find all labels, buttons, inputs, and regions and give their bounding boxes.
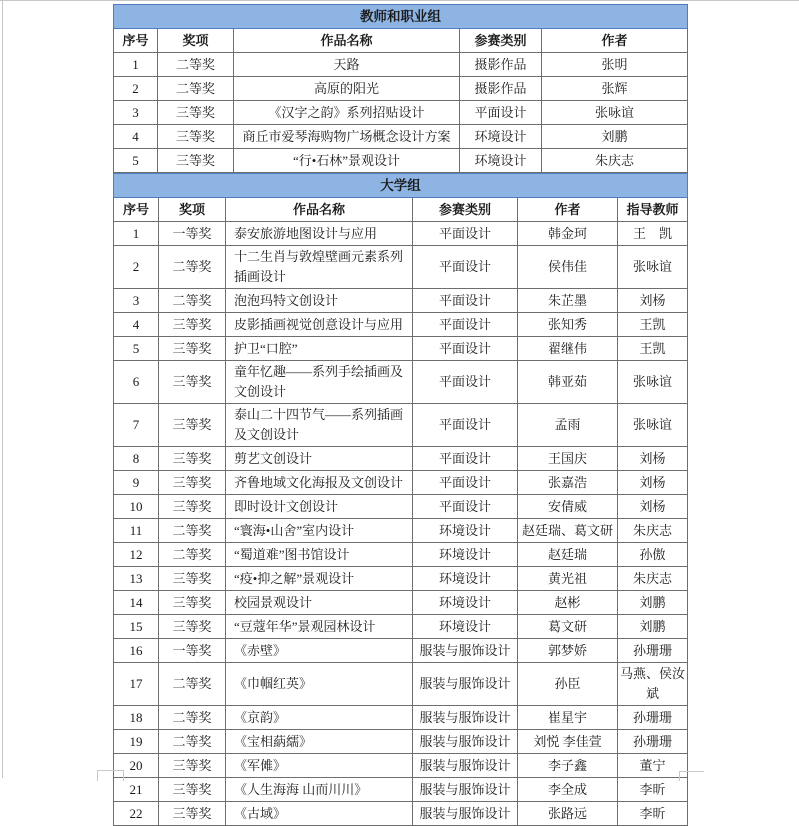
- table-row: [114, 246, 688, 289]
- column-header: 参赛类别: [460, 29, 542, 53]
- table-row: [114, 495, 688, 519]
- table-cell: 泡泡玛特文创设计: [226, 289, 413, 313]
- group-title: 教师和职业组: [114, 5, 688, 29]
- table-row: [114, 543, 688, 567]
- table-cell: 刘杨: [618, 495, 688, 519]
- table-cell: 6: [114, 361, 159, 404]
- table-cell: 护卫“口腔”: [226, 337, 413, 361]
- table-row: [114, 125, 688, 149]
- group-title-row: [114, 5, 688, 29]
- table-cell: 王 凯: [618, 222, 688, 246]
- table-cell: 张知秀: [518, 313, 618, 337]
- column-header: 序号: [114, 198, 159, 222]
- table-cell: 二等奖: [159, 519, 226, 543]
- table-cell: “豆蔻年华”景观园林设计: [226, 615, 413, 639]
- table-cell: 17: [114, 663, 159, 706]
- table-cell: 李昕: [618, 778, 688, 802]
- table-cell: 皮影插画视觉创意设计与应用: [226, 313, 413, 337]
- table-cell: “行•石林”景观设计: [234, 149, 460, 173]
- table-cell: 三等奖: [159, 615, 226, 639]
- table-cell: 摄影作品: [460, 77, 542, 101]
- table-row: [114, 101, 688, 125]
- table-cell: 平面设计: [413, 495, 518, 519]
- table-cell: 高原的阳光: [234, 77, 460, 101]
- table-cell: 14: [114, 591, 159, 615]
- table-cell: 9: [114, 471, 159, 495]
- table-cell: 孙臣: [518, 663, 618, 706]
- table-cell: 平面设计: [460, 101, 542, 125]
- table-cell: 环境设计: [413, 615, 518, 639]
- table-cell: 平面设计: [413, 246, 518, 289]
- table-cell: 张咏谊: [542, 101, 688, 125]
- table-cell: 孙傲: [618, 543, 688, 567]
- table-cell: 韩金珂: [518, 222, 618, 246]
- table-cell: 4: [114, 125, 158, 149]
- table-cell: 李昕: [618, 802, 688, 826]
- table-row: [114, 53, 688, 77]
- table-row: [114, 639, 688, 663]
- table-body: [114, 222, 688, 826]
- table-cell: 即时设计文创设计: [226, 495, 413, 519]
- table-cell: 服装与服饰设计: [413, 663, 518, 706]
- table-cell: 5: [114, 337, 159, 361]
- table-cell: 13: [114, 567, 159, 591]
- table-cell: 二等奖: [159, 246, 226, 289]
- table-cell: 摄影作品: [460, 53, 542, 77]
- table-cell: 孙珊珊: [618, 730, 688, 754]
- table-cell: 三等奖: [159, 778, 226, 802]
- table-row: [114, 337, 688, 361]
- table-cell: 王凯: [618, 337, 688, 361]
- page-margin-marker-right: [679, 771, 704, 781]
- column-header-row: [114, 198, 688, 222]
- table-row: [114, 730, 688, 754]
- table-row: [114, 778, 688, 802]
- table-cell: 平面设计: [413, 337, 518, 361]
- table-cell: “寰海•山舍”室内设计: [226, 519, 413, 543]
- table-cell: 环境设计: [460, 149, 542, 173]
- table-cell: 一等奖: [159, 222, 226, 246]
- table-cell: 张嘉浩: [518, 471, 618, 495]
- table-cell: 朱庆志: [618, 519, 688, 543]
- table-cell: 刘鹏: [618, 615, 688, 639]
- table-row: [114, 663, 688, 706]
- group-title: 大学组: [114, 174, 688, 198]
- table-cell: 张明: [542, 53, 688, 77]
- table-cell: 三等奖: [159, 361, 226, 404]
- table-row: [114, 567, 688, 591]
- table-cell: 二等奖: [159, 706, 226, 730]
- table-cell: 8: [114, 447, 159, 471]
- table-cell: 《军傩》: [226, 754, 413, 778]
- table-cell: 李子鑫: [518, 754, 618, 778]
- table-cell: 19: [114, 730, 159, 754]
- table-cell: 15: [114, 615, 159, 639]
- table-cell: 平面设计: [413, 447, 518, 471]
- table-cell: 二等奖: [158, 53, 234, 77]
- page-margin-marker-left: [97, 770, 124, 781]
- table-cell: 商丘市爱琴海购物广场概念设计方案: [234, 125, 460, 149]
- table-cell: 11: [114, 519, 159, 543]
- table-cell: 12: [114, 543, 159, 567]
- table-cell: 《宝相蒳繻》: [226, 730, 413, 754]
- table-cell: 20: [114, 754, 159, 778]
- table-cell: 二等奖: [159, 663, 226, 706]
- table-cell: 张咏谊: [618, 361, 688, 404]
- table-cell: 李全成: [518, 778, 618, 802]
- table-body: [114, 53, 688, 173]
- table-cell: 孙珊珊: [618, 639, 688, 663]
- table-cell: 葛文研: [518, 615, 618, 639]
- table-row: [114, 447, 688, 471]
- column-header: 作品名称: [234, 29, 460, 53]
- table-cell: 三等奖: [159, 567, 226, 591]
- table-cell: 21: [114, 778, 159, 802]
- table-cell: 4: [114, 313, 159, 337]
- table-cell: 三等奖: [158, 101, 234, 125]
- table-cell: 服装与服饰设计: [413, 730, 518, 754]
- table-cell: 16: [114, 639, 159, 663]
- table-row: [114, 802, 688, 826]
- table-cell: 韩亚茹: [518, 361, 618, 404]
- table-row: [114, 754, 688, 778]
- table-cell: 1: [114, 222, 159, 246]
- table-cell: 《京韵》: [226, 706, 413, 730]
- table-cell: 三等奖: [159, 802, 226, 826]
- table-cell: 3: [114, 289, 159, 313]
- table-cell: “蜀道难”图书馆设计: [226, 543, 413, 567]
- column-header: 作品名称: [226, 198, 413, 222]
- table-cell: 齐鲁地域文化海报及文创设计: [226, 471, 413, 495]
- table-row: [114, 222, 688, 246]
- table-cell: 孟雨: [518, 404, 618, 447]
- table-cell: 朱芷墨: [518, 289, 618, 313]
- table-cell: 10: [114, 495, 159, 519]
- university-group-table: [113, 173, 688, 826]
- table-cell: 服装与服饰设计: [413, 754, 518, 778]
- table-cell: 刘杨: [618, 289, 688, 313]
- table-cell: 赵廷瑞、葛文研: [518, 519, 618, 543]
- table-cell: 一等奖: [159, 639, 226, 663]
- table-cell: 《古域》: [226, 802, 413, 826]
- table-cell: 童年忆趣——系列手绘插画及文创设计: [226, 361, 413, 404]
- table-cell: 环境设计: [413, 591, 518, 615]
- table-cell: 校园景观设计: [226, 591, 413, 615]
- table-cell: 董宁: [618, 754, 688, 778]
- table-cell: 《人生海海 山而川川》: [226, 778, 413, 802]
- page-edge-left-line: [2, 0, 3, 778]
- table-cell: 泰山二十四节气——系列插画及文创设计: [226, 404, 413, 447]
- table-cell: 三等奖: [159, 447, 226, 471]
- table-cell: 三等奖: [158, 149, 234, 173]
- table-cell: 刘鹏: [618, 591, 688, 615]
- column-header: 指导教师: [618, 198, 688, 222]
- table-cell: 环境设计: [413, 567, 518, 591]
- table-cell: 《赤壁》: [226, 639, 413, 663]
- page-edge-top-line: [0, 0, 799, 1]
- table-cell: 三等奖: [159, 471, 226, 495]
- table-cell: 18: [114, 706, 159, 730]
- column-header: 作者: [542, 29, 688, 53]
- table-cell: “疫•抑之解”景观设计: [226, 567, 413, 591]
- table-cell: 朱庆志: [618, 567, 688, 591]
- table-row: [114, 471, 688, 495]
- table-cell: 服装与服饰设计: [413, 802, 518, 826]
- table-cell: 二等奖: [159, 543, 226, 567]
- table-cell: 平面设计: [413, 361, 518, 404]
- table-cell: 王国庆: [518, 447, 618, 471]
- table-cell: 崔星宇: [518, 706, 618, 730]
- table-cell: 翟继伟: [518, 337, 618, 361]
- table-cell: 二等奖: [159, 730, 226, 754]
- table-cell: 十二生肖与敦煌壁画元素系列插画设计: [226, 246, 413, 289]
- table-cell: 5: [114, 149, 158, 173]
- table-cell: 黄光祖: [518, 567, 618, 591]
- table-cell: 二等奖: [159, 289, 226, 313]
- table-cell: 环境设计: [460, 125, 542, 149]
- column-header: 奖项: [159, 198, 226, 222]
- table-cell: 环境设计: [413, 543, 518, 567]
- table-cell: 3: [114, 101, 158, 125]
- table-row: [114, 615, 688, 639]
- table-cell: 三等奖: [159, 337, 226, 361]
- column-header: 奖项: [158, 29, 234, 53]
- table-cell: 1: [114, 53, 158, 77]
- table-row: [114, 591, 688, 615]
- table-cell: 孙珊珊: [618, 706, 688, 730]
- table-cell: 刘悦 李佳萱: [518, 730, 618, 754]
- table-cell: 朱庆志: [542, 149, 688, 173]
- table-cell: 三等奖: [159, 754, 226, 778]
- table-row: [114, 519, 688, 543]
- table-cell: 7: [114, 404, 159, 447]
- table-cell: 三等奖: [159, 591, 226, 615]
- table-cell: 刘杨: [618, 471, 688, 495]
- table-cell: 2: [114, 246, 159, 289]
- table-row: [114, 404, 688, 447]
- column-header: 作者: [518, 198, 618, 222]
- table-cell: 侯伟佳: [518, 246, 618, 289]
- table-cell: 王凯: [618, 313, 688, 337]
- table-cell: 三等奖: [159, 495, 226, 519]
- table-row: [114, 149, 688, 173]
- column-header: 序号: [114, 29, 158, 53]
- table-cell: 张咏谊: [618, 246, 688, 289]
- table-row: [114, 77, 688, 101]
- column-header-row: [114, 29, 688, 53]
- table-cell: 服装与服饰设计: [413, 778, 518, 802]
- table-cell: 22: [114, 802, 159, 826]
- table-cell: 剪艺文创设计: [226, 447, 413, 471]
- table-cell: 平面设计: [413, 471, 518, 495]
- table-cell: 二等奖: [158, 77, 234, 101]
- table-cell: 郭梦娇: [518, 639, 618, 663]
- table-cell: 张辉: [542, 77, 688, 101]
- table-cell: 泰安旅游地图设计与应用: [226, 222, 413, 246]
- column-header: 参赛类别: [413, 198, 518, 222]
- table-row: [114, 706, 688, 730]
- table-cell: 天路: [234, 53, 460, 77]
- table-cell: 赵廷瑞: [518, 543, 618, 567]
- table-cell: 三等奖: [159, 404, 226, 447]
- document-page: [113, 4, 687, 826]
- table-cell: 2: [114, 77, 158, 101]
- table-cell: 马燕、侯汝斌: [618, 663, 688, 706]
- table-cell: 三等奖: [158, 125, 234, 149]
- table-cell: 服装与服饰设计: [413, 706, 518, 730]
- table-row: [114, 289, 688, 313]
- table-cell: 服装与服饰设计: [413, 639, 518, 663]
- teacher-professional-group-table: [113, 4, 688, 173]
- table-cell: 平面设计: [413, 404, 518, 447]
- table-row: [114, 313, 688, 337]
- table-row: [114, 361, 688, 404]
- table-cell: 《汉字之韵》系列招贴设计: [234, 101, 460, 125]
- table-cell: 平面设计: [413, 289, 518, 313]
- table-cell: 赵彬: [518, 591, 618, 615]
- table-cell: 平面设计: [413, 222, 518, 246]
- group-title-row: [114, 174, 688, 198]
- table-cell: 三等奖: [159, 313, 226, 337]
- table-cell: 环境设计: [413, 519, 518, 543]
- table-cell: 《巾帼红英》: [226, 663, 413, 706]
- table-cell: 张咏谊: [618, 404, 688, 447]
- table-cell: 刘杨: [618, 447, 688, 471]
- table-cell: 安倩威: [518, 495, 618, 519]
- table-cell: 张路远: [518, 802, 618, 826]
- table-cell: 平面设计: [413, 313, 518, 337]
- table-cell: 刘鹏: [542, 125, 688, 149]
